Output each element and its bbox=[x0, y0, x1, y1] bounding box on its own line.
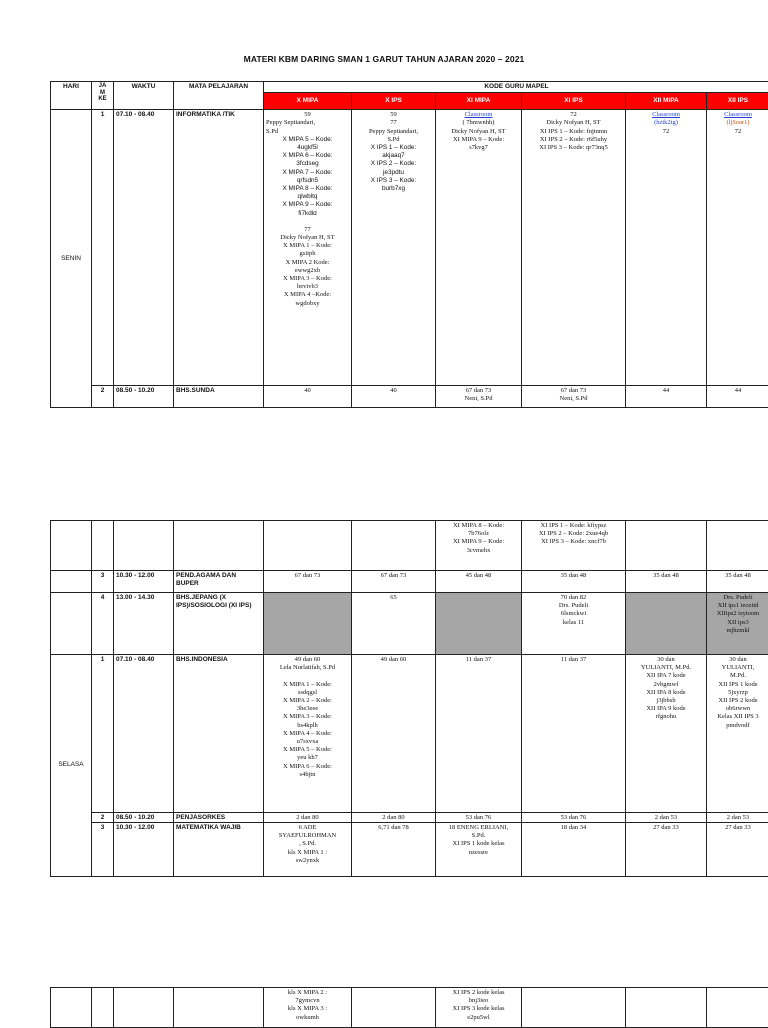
xi-ips-cell: 18 dan 34 bbox=[522, 823, 626, 877]
subject-cell: BHS.INDONESIA bbox=[174, 655, 264, 813]
x-mipa-cell: 2 dan 80 bbox=[264, 813, 352, 823]
teacher-name: Dicky Nofyan H, ST bbox=[266, 234, 349, 242]
time-cell: 10.30 - 12.00 bbox=[114, 571, 174, 593]
header-class-xii-mipa: XII MIPA bbox=[626, 93, 707, 110]
jam-cell: 1 bbox=[92, 655, 114, 813]
subject-cell: MATEMATIKA WAJIB bbox=[174, 823, 264, 877]
subject-cell: PENJASORKES bbox=[174, 813, 264, 823]
schedule-table-continued bbox=[50, 987, 768, 1028]
header-class-xii-ips: XII IPS bbox=[707, 93, 768, 110]
xi-mipa-cell bbox=[436, 110, 522, 386]
time-cell: 08.50 - 10.20 bbox=[114, 813, 174, 823]
xi-ips-cell: 67 dan 73 Neni, S.Pd bbox=[522, 386, 626, 408]
x-ips-cell: 67 dan 73 bbox=[352, 571, 436, 593]
document-title: MATERI KBM DARING SMAN 1 GARUT TAHUN AJARAN 2020 – 2021 bbox=[0, 54, 768, 64]
class-codes: X MIPA 1 – Kode: gsiiph X MIPA 2 Kode: ewwg2xb X MIPA 3 – Kode: bevivb3 X MIPA 4 –Kode: wgdobxy bbox=[266, 242, 349, 308]
xi-mipa-cell: 53 dan 76 bbox=[436, 813, 522, 823]
table-row bbox=[51, 571, 768, 593]
xi-mipa-cell: 67 dan 73 Neni, S.Pd bbox=[436, 386, 522, 408]
subject-cell: BHS.JEPANG (X IPS)/SOSIOLOGI (XI IPS) bbox=[174, 593, 264, 655]
xi-mipa-cell: XI IPS 2 kode kelas bnj3ieo XI IPS 3 kode kelas e2pu5wl bbox=[436, 988, 522, 1028]
subject-cell: BHS.SUNDA bbox=[174, 386, 264, 408]
xii-mipa-cell: 27 dan 33 bbox=[626, 823, 707, 877]
xii-ips-cell: 27 dan 33 bbox=[707, 823, 768, 877]
header-hari: HARI bbox=[51, 82, 92, 110]
xi-mipa-cell: 45 dan 48 bbox=[436, 571, 522, 593]
time-cell: 07.10 - 08.40 bbox=[114, 110, 174, 386]
xi-ips-cell: XI IPS 1 – Kode: kfiypsz XI IPS 2 – Kode: 2xue4qb XI IPS 3 – Kode: xncf7b bbox=[522, 521, 626, 571]
teacher-code: 77 bbox=[266, 226, 349, 234]
teacher-name: Peppy Septiandari, S.Pd bbox=[266, 119, 349, 135]
xi-ips-cell: 53 dan 76 bbox=[522, 813, 626, 823]
teacher-info: ( 7bmwnhh) Dicky Nofyan H, ST XI MIPA 9 – Kode: s7kvg7 bbox=[438, 119, 519, 152]
classroom-link[interactable]: Classroom bbox=[628, 111, 704, 119]
header-kode-guru-mapel: KODE GURU MAPEL bbox=[264, 82, 768, 93]
header-jam-ke: JA M KE bbox=[92, 82, 114, 110]
xii-mipa-cell-empty bbox=[626, 593, 707, 655]
xii-ips-cell: Drs. Pudeli XII ips1 ieozitd XIIips2 tsytoom XII ips3 mjhzmkl bbox=[707, 593, 768, 655]
jam-cell: 3 bbox=[92, 823, 114, 877]
schedule-table-selasa bbox=[50, 520, 768, 877]
classroom-link[interactable]: Classroom bbox=[709, 111, 767, 119]
xi-mipa-cell: 11 dan 37 bbox=[436, 655, 522, 813]
x-ips-cell: 2 dan 80 bbox=[352, 813, 436, 823]
jam-cell: 3 bbox=[92, 571, 114, 593]
xii-mipa-cell: 30 dan YULIANTI, M.Pd. XII IPA 7 kode 2vbgmwf XII IPA 8 kode j3jbbsb XII IPA 9 kode rfgnohu bbox=[626, 655, 707, 813]
xii-ips-cell: 35 dan 48 bbox=[707, 571, 768, 593]
x-ips-cell: 65 bbox=[352, 593, 436, 655]
jam-cell: 1 bbox=[92, 110, 114, 386]
teacher-info: 59 77 Peppy Septiandari, S.Pd bbox=[354, 111, 433, 144]
x-mipa-cell: kls X MIPA 2 : 7gymcvn kls X MIPA 3 : owkumh bbox=[264, 988, 352, 1028]
classroom-link[interactable]: Classroom bbox=[438, 111, 519, 119]
xii-ips-cell: 2 dan 53 bbox=[707, 813, 768, 823]
table-row bbox=[51, 988, 768, 1028]
x-mipa-cell: 6 ADE SYAEFULROHMAN , S.Pd. kls X MIPA 1 : sw2ynxk bbox=[264, 823, 352, 877]
xii-mipa-cell: 2 dan 53 bbox=[626, 813, 707, 823]
xi-mipa-cell: 18 ENENG ERLIANI, S.Pd. XI IPS 1 kode kelas nzessre bbox=[436, 823, 522, 877]
x-mipa-cell-empty bbox=[264, 593, 352, 655]
class-codes: X MIPA 5 – Kode: 4ugkf5l X MIPA 6 – Kode: 3fcdseg X MIPA 7 – Kode: qrfsdn5 X MIPA 8 – Kode: qlwbltq X MIPA 9 – Kode: fi7kdld bbox=[266, 136, 349, 218]
jam-cell: 2 bbox=[92, 386, 114, 408]
xi-ips-cell: 35 dan 48 bbox=[522, 571, 626, 593]
teacher-code: 59 bbox=[266, 111, 349, 119]
table-row bbox=[51, 110, 768, 386]
xii-mipa-cell: 44 bbox=[626, 386, 707, 408]
xii-ips-cell: 30 dan YULIANTI, M.Pd. XII IPS 1 kode 5jxyrzp XII IPS 2 kode ob6rwwn Kelas XII IPS 3 pmdvodf bbox=[707, 655, 768, 813]
class-code: (ljSoar1) bbox=[709, 119, 767, 127]
header-class-xi-ips: XI IPS bbox=[522, 93, 626, 110]
time-cell: 13.00 - 14.30 bbox=[114, 593, 174, 655]
table-row bbox=[51, 593, 768, 655]
subject-cell: PEND.AGAMA DAN BUPER bbox=[174, 571, 264, 593]
class-codes: X IPS 1 – Kode: akjaaq7 X IPS 2 – Kode: je3pdtu X IPS 3 – Kode: burb7xg bbox=[354, 144, 433, 193]
time-cell: 08.50 - 10.20 bbox=[114, 386, 174, 408]
teacher-code: 72 bbox=[709, 128, 767, 136]
xi-mipa-cell: XI MIPA 8 – Kode: 7b76olz XI MIPA 9 – Kode: 3cvmehx bbox=[436, 521, 522, 571]
x-mipa-cell: 67 dan 73 bbox=[264, 571, 352, 593]
jam-cell: 2 bbox=[92, 813, 114, 823]
x-mipa-cell: 40 bbox=[264, 386, 352, 408]
table-row bbox=[51, 655, 768, 813]
xi-ips-cell: 70 dan 82 Drs. Pudeli 6lsmckwi kelas 11 bbox=[522, 593, 626, 655]
jam-cell: 4 bbox=[92, 593, 114, 655]
xii-mipa-cell: 35 dan 48 bbox=[626, 571, 707, 593]
teacher-code: 72 bbox=[628, 128, 704, 136]
table-row bbox=[51, 521, 768, 571]
class-code: (hztk2tg) bbox=[628, 119, 704, 127]
day-cell: SELASA bbox=[51, 655, 92, 877]
xi-ips-cell: 11 dan 37 bbox=[522, 655, 626, 813]
x-ips-cell: 6,71 dan 78 bbox=[352, 823, 436, 877]
day-cell: SENIN bbox=[51, 110, 92, 408]
header-class-x-ips: X IPS bbox=[352, 93, 436, 110]
x-mipa-cell: 49 dan 60 Lela Nurlatifah, S.Pd X MIPA 1 – Kode: ssdqgsl X MIPA 2 – Kode: 3he3eee X MIPA 3 – Kode: bs4kplh X MIPA 4 – Kode: u7sxvxa X MIPA 5 – Kode: yeu kh7 X MIPA 6 – Kode: s4bjtn bbox=[264, 655, 352, 813]
header-waktu: WAKTU bbox=[114, 82, 174, 110]
time-cell: 07.10 - 08.40 bbox=[114, 655, 174, 813]
header-class-xi-mipa: XI MIPA bbox=[436, 93, 522, 110]
xi-ips-cell: 72 Dicky Nofyan H, ST XI IPS 1 – Kode: fnjtnmn XI IPS 2 – Kode: r6f5uhy XI IPS 3 – Kode: qr73nq5 bbox=[522, 110, 626, 386]
header-mata-pelajaran: MATA PELAJARAN bbox=[174, 82, 264, 110]
schedule-table-senin bbox=[50, 81, 768, 408]
table-row bbox=[51, 813, 768, 823]
subject-cell: INFORMATIKA /TIK bbox=[174, 110, 264, 386]
xii-ips-cell bbox=[707, 110, 768, 386]
x-ips-cell bbox=[352, 110, 436, 386]
time-cell: 10.30 - 12.00 bbox=[114, 823, 174, 877]
xi-mipa-cell-empty bbox=[436, 593, 522, 655]
table-row bbox=[51, 386, 768, 408]
xii-ips-cell: 44 bbox=[707, 386, 768, 408]
x-ips-cell: 49 dan 60 bbox=[352, 655, 436, 813]
table-row bbox=[51, 823, 768, 877]
header-class-x-mipa: X MIPA bbox=[264, 93, 352, 110]
xii-mipa-cell bbox=[626, 110, 707, 386]
x-ips-cell: 40 bbox=[352, 386, 436, 408]
x-mipa-cell bbox=[264, 110, 352, 386]
